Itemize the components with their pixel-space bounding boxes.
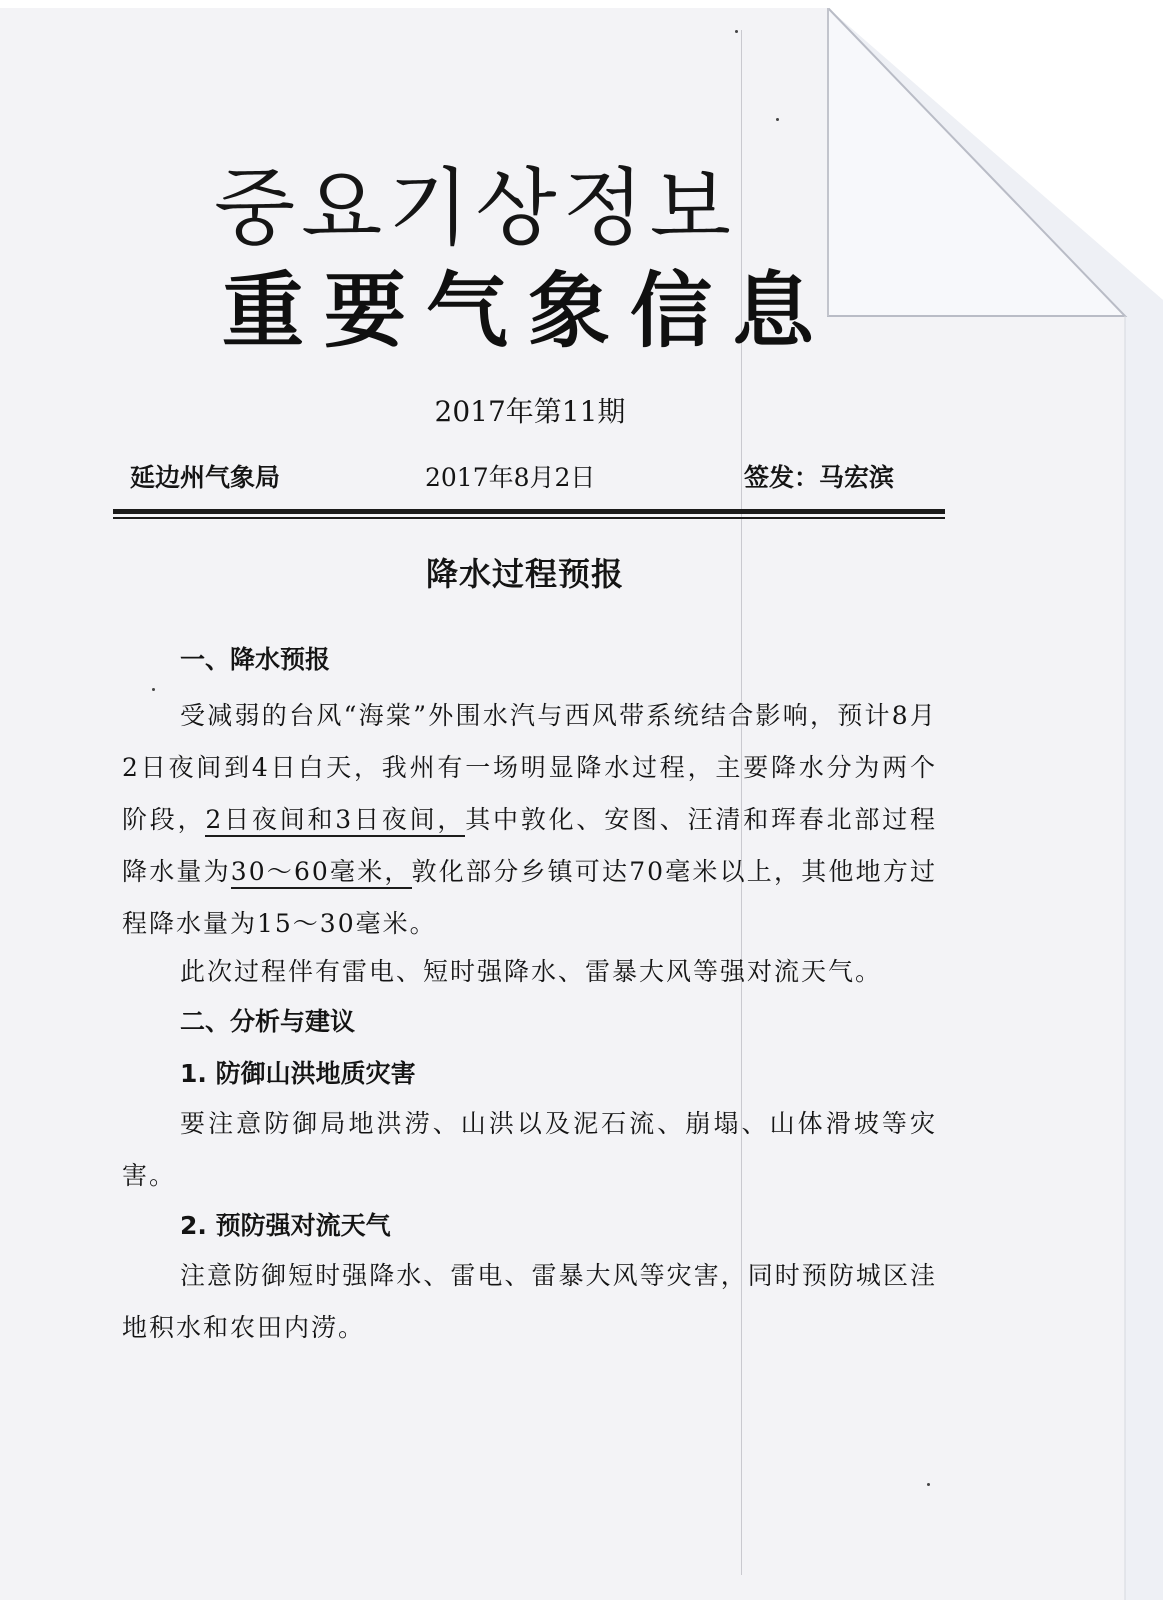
document-title: 降水过程预报	[425, 555, 624, 593]
title-chinese: 重要气象信息	[222, 264, 835, 359]
underlined-amount: 30～60毫米，	[231, 857, 412, 889]
issue-number: 2017年第11期	[434, 395, 626, 428]
convection-paragraph: 此次过程伴有雷电、短时强降水、雷暴大风等强对流天气。	[180, 957, 883, 986]
scan-speck	[735, 30, 738, 33]
forecast-paragraph	[122, 690, 937, 950]
forecast-text: 其中敦化、安图、汪清和珲春北部过程降水量为	[122, 805, 937, 886]
header-divider-thick	[113, 509, 945, 514]
issue-date: 2017年8月2日	[425, 463, 596, 492]
forecast-text: 敦化部分乡镇可达70毫米以上，其他地方过程降水量为15～30毫米。	[122, 857, 937, 938]
flood-paragraph: 要注意防御局地洪涝、山洪以及泥石流、崩塌、山体滑坡等灾害。	[122, 1109, 937, 1190]
subheading-flood: 1. 防御山洪地质灾害	[180, 1059, 416, 1088]
signer: 签发：马宏滨	[744, 463, 895, 492]
subheading-convection: 2. 预防强对流天气	[180, 1211, 391, 1240]
scan-speck	[776, 118, 779, 121]
section-heading-advice: 二、分析与建议	[180, 1007, 356, 1036]
issuing-organization: 延边州气象局	[130, 463, 281, 492]
scan-speck	[927, 1483, 930, 1486]
forecast-text: 受减弱的台风“海棠”外围水汽与西风带系统结合影响，预计8月2日夜间到4日白天，我州有一场明显降水过程，主要降水分为两个阶段，	[122, 701, 937, 834]
convection-advice-paragraph: 注意防御短时强降水、雷电、雷暴大风等灾害，同时预防城区洼地积水和农田内涝。	[122, 1261, 937, 1342]
title-korean: 중요기상정보	[214, 159, 737, 257]
header-divider-thin	[113, 517, 945, 519]
section-heading-forecast: 一、降水预报	[180, 645, 331, 674]
underlined-period: 2日夜间和3日夜间，	[205, 805, 465, 837]
